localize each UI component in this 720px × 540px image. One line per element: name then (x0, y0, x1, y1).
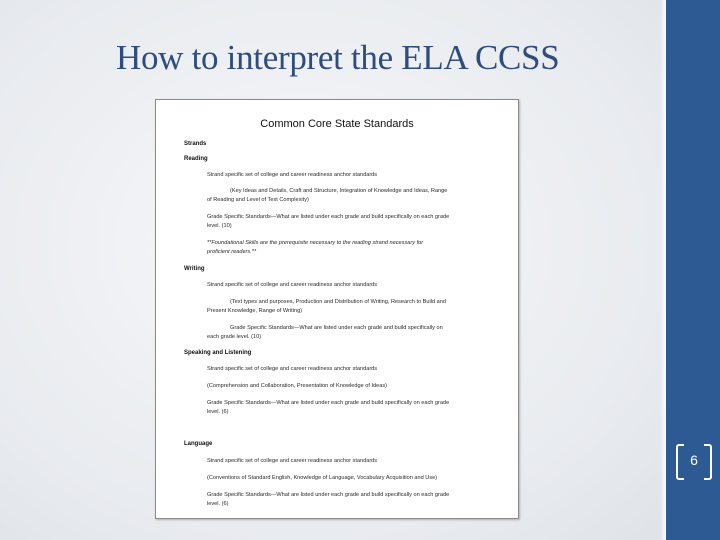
doc-heading-strands: Strands (184, 141, 207, 147)
doc-heading-speaking-listening: Speaking and Listening (184, 350, 252, 356)
page-number: 6 (690, 452, 698, 468)
doc-heading-reading: Reading (184, 156, 208, 162)
doc-line: Present Knowledge, Range of Writing) (207, 308, 303, 314)
doc-line: Strand specific set of college and career readiness anchor standards (207, 172, 378, 178)
doc-line: Grade Specific Standards—What are listed under each grade and build specifically on each grade (207, 400, 450, 406)
doc-line: proficient readers.** (207, 249, 257, 255)
doc-line: Strand specific set of college and career readiness anchor standards (207, 282, 378, 288)
doc-line: Strand specific set of college and career readiness anchor standards (207, 458, 378, 464)
doc-line: of Reading and Level of Text Complexity) (207, 197, 309, 203)
slide-title: How to interpret the ELA CCSS (116, 38, 560, 77)
doc-line: (Comprehension and Collaboration, Presentation of Knowledge of Ideas) (207, 383, 388, 389)
doc-line: level. (6) (207, 409, 229, 415)
page-number-badge (676, 444, 712, 478)
doc-line: Strand specific set of college and career readiness anchor standards (207, 366, 378, 372)
doc-line: Grade Specific Standards—What are listed under each grade and build specifically on each grade (207, 214, 450, 220)
doc-line: Grade Specific Standards—What are listed under each grade and build specifically on (230, 325, 443, 331)
document-title: Common Core State Standards (260, 118, 414, 130)
document-image (155, 99, 519, 519)
doc-line: (Text types and purposes, Production and Distribution of Writing, Research to Build and (230, 299, 446, 305)
doc-heading-language: Language (184, 441, 213, 447)
doc-line: each grade level. (10) (207, 334, 262, 340)
doc-line: (Key Ideas and Details, Craft and Structure, Integration of Knowledge and Ideas, Range (230, 188, 448, 194)
doc-heading-writing: Writing (184, 266, 205, 272)
doc-line: level. (6) (207, 501, 229, 507)
doc-line: Grade Specific Standards—What are listed under each grade and build specifically on each grade (207, 492, 450, 498)
doc-line: (Conventions of Standard English, Knowledge of Language, Vocabulary Acquisition and Use) (207, 475, 438, 481)
doc-line: level. (10) (207, 223, 232, 229)
doc-line: **Foundational Skills are the prerequisite necessary to the reading strand necessary for (207, 240, 424, 246)
